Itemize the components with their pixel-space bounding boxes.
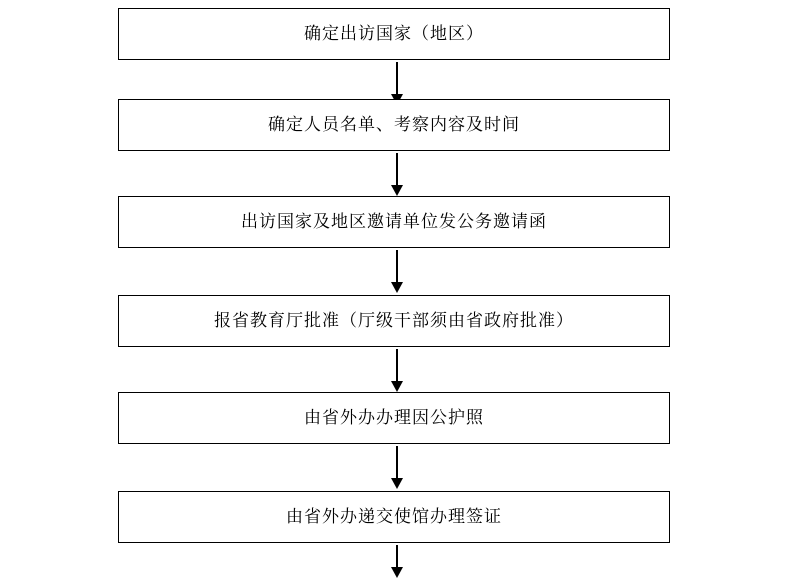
flow-node-label: 出访国家及地区邀请单位发公务邀请函 [241, 211, 547, 232]
arrow-head [391, 185, 403, 196]
flow-node-step-5 [118, 392, 670, 444]
arrow-shaft [396, 349, 398, 383]
flow-node-label: 确定人员名单、考察内容及时间 [268, 114, 520, 135]
arrow-down-icon [389, 545, 405, 578]
arrow-shaft [396, 153, 398, 187]
flow-node-step-6 [118, 491, 670, 543]
flow-node-label: 由省外办递交使馆办理签证 [286, 506, 502, 527]
arrow-shaft [396, 250, 398, 284]
arrow-head [391, 478, 403, 489]
arrow-shaft [396, 446, 398, 480]
arrow-head [391, 381, 403, 392]
arrow-head [391, 282, 403, 293]
flow-node-step-1 [118, 8, 670, 60]
flow-node-label: 由省外办办理因公护照 [304, 407, 484, 428]
flow-node-step-4 [118, 295, 670, 347]
arrow-down-icon [389, 250, 405, 294]
arrow-shaft [396, 62, 398, 96]
flow-node-step-2 [118, 99, 670, 151]
arrow-head [391, 567, 403, 578]
arrow-down-icon [389, 153, 405, 197]
arrow-down-icon [389, 446, 405, 490]
arrow-down-icon [389, 349, 405, 393]
flow-node-step-3 [118, 196, 670, 248]
arrow-shaft [396, 545, 398, 569]
flow-node-label: 报省教育厅批准（厅级干部须由省政府批准） [214, 310, 574, 331]
flow-node-label: 确定出访国家（地区） [304, 23, 484, 44]
